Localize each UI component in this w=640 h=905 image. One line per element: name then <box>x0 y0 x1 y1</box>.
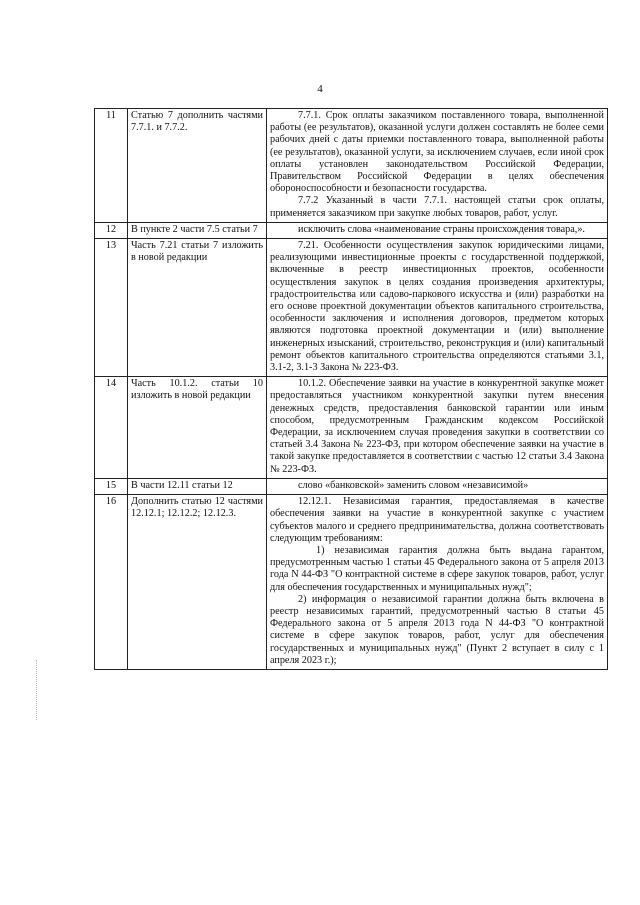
table-row <box>95 377 608 479</box>
row-instruction: Статью 7 дополнить частями 7.7.1. и 7.7.2. <box>128 109 267 223</box>
content-paragraph: 7.21. Особенности осуществления закупок юридическими лицами, реализующими инвестиционные проекты с государственной поддержкой, включенные в реестр инвестиционных проектов, особенности осуществления закупок в целях создания произведения архитектуры, градостроительства или садово-паркового искусства и (или) разработки на его основе проектной документации объектов капитального строительства, особенности заключения и исполнения договоров, предметом которых являются подготовка проектной документации и (или) выполнение инженерных изысканий, строительство, реконструкция и (или) капитальный ремонт объектов капитального строительства определяются статьями 3.1, 3.1-2, 3.1-3 Закона № 223-ФЗ. <box>270 240 604 374</box>
content-paragraph: 7.7.2 Указанный в части 7.7.1. настоящей статьи срок оплаты, применяется заказчиком при закупке любых товаров, работ, услуг. <box>270 195 604 219</box>
row-content <box>267 222 608 238</box>
content-paragraph: исключить слова «наименование страны происхождения товара,». <box>298 223 585 235</box>
scan-margin-mark <box>36 660 45 720</box>
row-instruction: Дополнить статью 12 частями 12.12.1; 12.12.2; 12.12.3. <box>128 495 267 670</box>
table-row <box>95 239 608 377</box>
row-content <box>267 109 608 223</box>
row-number: 14 <box>95 377 128 479</box>
table-row <box>95 478 608 494</box>
row-content <box>267 478 608 494</box>
content-paragraph: слово «банковской» заменить словом «независимой» <box>298 479 529 491</box>
row-number: 13 <box>95 239 128 377</box>
row-number: 15 <box>95 478 128 494</box>
page-number: 4 <box>317 83 323 95</box>
row-number: 12 <box>95 222 128 238</box>
row-instruction: В пункте 2 части 7.5 статьи 7 <box>128 222 267 238</box>
row-instruction: Часть 10.1.2. статьи 10 изложить в новой редакции <box>128 377 267 479</box>
content-paragraph: 2) информация о независимой гарантии должна быть включена в реестр независимых гарантий, предусмотренный частью 8 статьи 45 Федерального закона от 5 апреля 2013 года N 44-ФЗ "О контрактной системе в сфере закупок товаров, работ, услуг для обеспечения государственных и муниципальных нужд" (Пункт 2 вступает в силу с 1 апреля 2023 г.); <box>270 593 604 666</box>
row-content <box>267 495 608 670</box>
row-number: 16 <box>95 495 128 670</box>
content-paragraph: 1) независимая гарантия должна быть выдана гарантом, предусмотренным частью 1 статьи 45 Федерального закона от 5 апреля 2013 года N 44-ФЗ "О контрактной системе в сфере закупок товаров, работ, услуг для обеспечения государственных и муниципальных нужд"; <box>270 544 604 593</box>
row-number: 11 <box>95 109 128 223</box>
content-paragraph: 10.1.2. Обеспечение заявки на участие в конкурентной закупке может предоставляться участником конкурентной закупки путем внесения денежных средств, предоставления банковской гарантии или иным способом, предусмотренным Гражданским кодексом Российской Федерации, за исключением случая проведения закупки в соответствии со статьей 3.4 Закона № 223-ФЗ, при котором обеспечение заявки на участие в такой закупке предоставляется в соответствии с частью 12 статьи 3.4 Закона № 223-ФЗ. <box>270 378 604 475</box>
row-content <box>267 377 608 479</box>
table-row <box>95 109 608 223</box>
row-content <box>267 239 608 377</box>
row-instruction: Часть 7.21 статьи 7 изложить в новой редакции <box>128 239 267 377</box>
row-instruction: В части 12.11 статьи 12 <box>128 478 267 494</box>
table-row <box>95 222 608 238</box>
amendments-table <box>94 108 608 670</box>
table-row <box>95 495 608 670</box>
content-paragraph: 7.7.1. Срок оплаты заказчиком поставленного товара, выполненной работы (ее результатов), оказанной услуги должен составлять не более семи рабочих дней с даты приемки поставленного товара, выполненной работы (ее результатов), оказанной услуги, за исключением случаев, если иной срок оплаты установлен законодательством Российской Федерации, Правительством Российской Федерации в целях обеспечения обороноспособности и безопасности государства. <box>270 110 604 195</box>
content-paragraph: 12.12.1. Независимая гарантия, предоставляемая в качестве обеспечения заявки на участие в конкурентной закупке с участием субъектов малого и среднего предпринимательства, должна соответствовать следующим требованиям: <box>270 496 604 544</box>
